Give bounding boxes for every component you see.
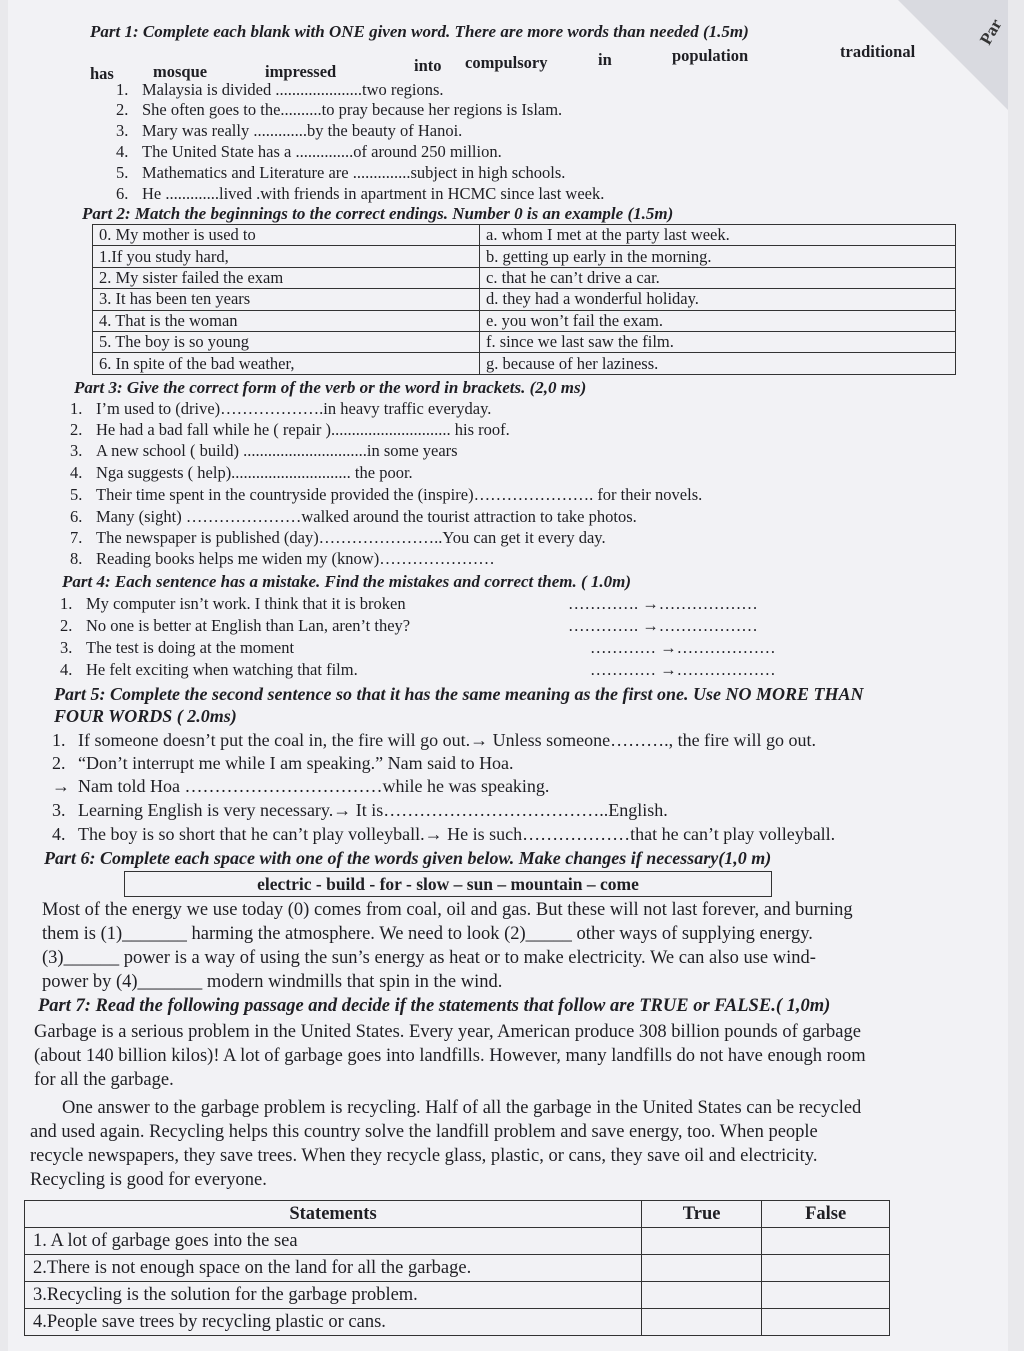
false-answer-cell[interactable] bbox=[762, 1282, 890, 1309]
part3-item: 4. Nga suggests ( help)............................. the poor. bbox=[70, 463, 413, 482]
part6-passage-line: power by (4)_______ modern windmills that spin in the wind. bbox=[42, 972, 503, 992]
part1-item: 3. Mary was really .............by the beauty of Hanoi. bbox=[116, 121, 463, 140]
matching-table bbox=[92, 224, 956, 375]
table-row bbox=[93, 353, 956, 374]
table-row bbox=[25, 1309, 890, 1336]
word-has: has bbox=[90, 64, 114, 83]
passage-line: recycle newspapers, they save trees. When they recycle glass, plastic, or cans, they save oil and electricity. bbox=[30, 1146, 818, 1166]
part1-item: 6. He .............lived .with friends in apartment in HCMC since last week. bbox=[116, 184, 605, 203]
word-compulsory: compulsory bbox=[465, 53, 548, 72]
table-cell: f. since we last saw the film. bbox=[480, 331, 956, 352]
table-cell: d. they had a wonderful holiday. bbox=[480, 289, 956, 310]
part1-item: 1. Malaysia is divided .....................two regions. bbox=[116, 80, 444, 99]
word-in: in bbox=[598, 50, 612, 69]
part4-item: 1. My computer isn’t work. I think that it is broken bbox=[60, 594, 406, 613]
true-answer-cell[interactable] bbox=[642, 1309, 762, 1336]
part5-item: 1. If someone doesn’t put the coal in, the fire will go out.→ Unless someone………., the fire will go out. bbox=[52, 730, 817, 750]
statement-cell: 3.Recycling is the solution for the garbage problem. bbox=[25, 1282, 642, 1309]
table-row bbox=[93, 331, 956, 352]
table-cell: 4. That is the woman bbox=[93, 310, 480, 331]
part4-item: 4. He felt exciting when watching that film. bbox=[60, 660, 358, 679]
table-cell: 6. In spite of the bad weather, bbox=[93, 353, 480, 374]
table-row bbox=[25, 1255, 890, 1282]
part3-item: 3. A new school ( build) ..............................in some years bbox=[70, 441, 458, 460]
table-cell: 1.If you study hard, bbox=[93, 246, 480, 267]
statement-cell: 2.There is not enough space on the land for all the garbage. bbox=[25, 1255, 642, 1282]
table-cell: 0. My mother is used to bbox=[93, 225, 480, 246]
table-row bbox=[93, 289, 956, 310]
part3-item: 8. Reading books helps me widen my (know)………………… bbox=[70, 549, 495, 568]
part4-item: 2. No one is better at English than Lan, aren’t they? bbox=[60, 616, 411, 635]
false-header: False bbox=[762, 1201, 890, 1228]
word-mosque: mosque bbox=[153, 62, 208, 81]
part3-heading: Part 3: Give the correct form of the verb or the word in brackets. (2,0 ms) bbox=[74, 378, 587, 397]
part6-passage-line: (3)______ power is a way of using the sun’s energy as heat or to make electricity. We can also use wind- bbox=[42, 948, 816, 968]
table-cell: a. whom I met at the party last week. bbox=[480, 225, 956, 246]
true-header: True bbox=[642, 1201, 762, 1228]
table-cell: 3. It has been ten years bbox=[93, 289, 480, 310]
passage-line: Garbage is a serious problem in the United States. Every year, American produce 308 billion pounds of garbage bbox=[34, 1022, 861, 1042]
part4-answer: ………… →……………… bbox=[590, 638, 776, 657]
table-row bbox=[93, 225, 956, 246]
word-box: electric - build - for - slow – sun – mountain – come bbox=[124, 871, 772, 897]
part5-heading-cont: FOUR WORDS ( 2.0ms) bbox=[54, 706, 237, 726]
passage-line: for all the garbage. bbox=[34, 1070, 174, 1090]
part5-heading: Part 5: Complete the second sentence so that it has the same meaning as the first one. Use NO MORE THAN bbox=[54, 684, 864, 704]
part3-item: 5. Their time spent in the countryside provided the (inspire)…………………. for their novels. bbox=[70, 485, 703, 504]
table-cell: 5. The boy is so young bbox=[93, 331, 480, 352]
table-row bbox=[93, 246, 956, 267]
part3-item: 7. The newspaper is published (day)…………………..You can get it every day. bbox=[70, 528, 606, 547]
part4-answer: …………. →……………… bbox=[568, 616, 758, 635]
part1-heading: Part 1: Complete each blank with ONE given word. There are more words than needed (1.5m) bbox=[90, 22, 749, 41]
part1-item: 2. She often goes to the..........to pray because her regions is Islam. bbox=[116, 100, 563, 119]
table-cell: e. you won’t fail the exam. bbox=[480, 310, 956, 331]
word-population: population bbox=[672, 46, 749, 65]
corner-text: Par bbox=[975, 15, 1006, 48]
part3-item: 6. Many (sight) …………………walked around the tourist attraction to take photos. bbox=[70, 507, 637, 526]
table-row bbox=[25, 1282, 890, 1309]
part4-heading: Part 4: Each sentence has a mistake. Find the mistakes and correct them. ( 1.0m) bbox=[62, 572, 632, 591]
part6-heading: Part 6: Complete each space with one of the words given below. Make changes if necessary(1,0 m) bbox=[44, 848, 772, 868]
table-cell: 2. My sister failed the exam bbox=[93, 267, 480, 288]
true-answer-cell[interactable] bbox=[642, 1255, 762, 1282]
part3-item: 2. He had a bad fall while he ( repair )............................. his roof. bbox=[70, 420, 510, 439]
part4-answer: ………… →……………… bbox=[590, 660, 776, 679]
passage-line: (about 140 billion kilos)! A lot of garbage goes into landfills. However, many landfills do not have enough room bbox=[34, 1046, 866, 1066]
part7-heading: Part 7: Read the following passage and decide if the statements that follow are TRUE or FALSE.( 1,0m) bbox=[38, 996, 831, 1016]
false-answer-cell[interactable] bbox=[762, 1309, 890, 1336]
statements-header: Statements bbox=[25, 1201, 642, 1228]
false-answer-cell[interactable] bbox=[762, 1228, 890, 1255]
true-answer-cell[interactable] bbox=[642, 1228, 762, 1255]
passage-line: and used again. Recycling helps this country solve the landfill problem and save energy, too. When people bbox=[30, 1122, 818, 1142]
table-row bbox=[93, 310, 956, 331]
part5-item: 2. “Don’t interrupt me while I am speaking.” Nam said to Hoa. bbox=[52, 753, 514, 773]
true-answer-cell[interactable] bbox=[642, 1282, 762, 1309]
passage-line: One answer to the garbage problem is recycling. Half of all the garbage in the United States can be recycled bbox=[62, 1098, 862, 1118]
table-row bbox=[93, 267, 956, 288]
false-answer-cell[interactable] bbox=[762, 1255, 890, 1282]
statement-cell: 1. A lot of garbage goes into the sea bbox=[25, 1228, 642, 1255]
part3-item: 1. I’m used to (drive)……………….in heavy traffic everyday. bbox=[70, 399, 492, 418]
word-into: into bbox=[414, 56, 442, 75]
table-row bbox=[25, 1228, 890, 1255]
table-cell: b. getting up early in the morning. bbox=[480, 246, 956, 267]
worksheet-page bbox=[8, 0, 1008, 1351]
part4-answer: …………. →……………… bbox=[568, 594, 758, 613]
part5-item: 4. The boy is so short that he can’t play volleyball.→ He is such………………that he can’t play volleyball. bbox=[52, 824, 836, 844]
part1-item: 4. The United State has a ..............of around 250 million. bbox=[116, 142, 502, 161]
part6-passage-line: them is (1)_______ harming the atmosphere. We need to look (2)_____ other ways of supplying energy. bbox=[42, 924, 813, 944]
true-false-table bbox=[24, 1200, 890, 1336]
part5-item: → Nam told Hoa ……………………………while he was speaking. bbox=[52, 776, 550, 796]
part4-item: 3. The test is doing at the moment bbox=[60, 638, 295, 657]
part1-item: 5. Mathematics and Literature are ..............subject in high schools. bbox=[116, 163, 566, 182]
part6-passage-line: Most of the energy we use today (0) comes from coal, oil and gas. But these will not last forever, and burning bbox=[42, 900, 853, 920]
table-cell: c. that he can’t drive a car. bbox=[480, 267, 956, 288]
table-header-row bbox=[25, 1201, 890, 1228]
word-traditional: traditional bbox=[840, 42, 916, 61]
statement-cell: 4.People save trees by recycling plastic or cans. bbox=[25, 1309, 642, 1336]
part2-heading: Part 2: Match the beginnings to the correct endings. Number 0 is an example (1.5m) bbox=[82, 204, 674, 223]
table-cell: g. because of her laziness. bbox=[480, 353, 956, 374]
word-impressed: impressed bbox=[265, 62, 337, 81]
part5-item: 3. Learning English is very necessary.→ It is………………………………..English. bbox=[52, 800, 668, 820]
passage-line: Recycling is good for everyone. bbox=[30, 1170, 267, 1190]
